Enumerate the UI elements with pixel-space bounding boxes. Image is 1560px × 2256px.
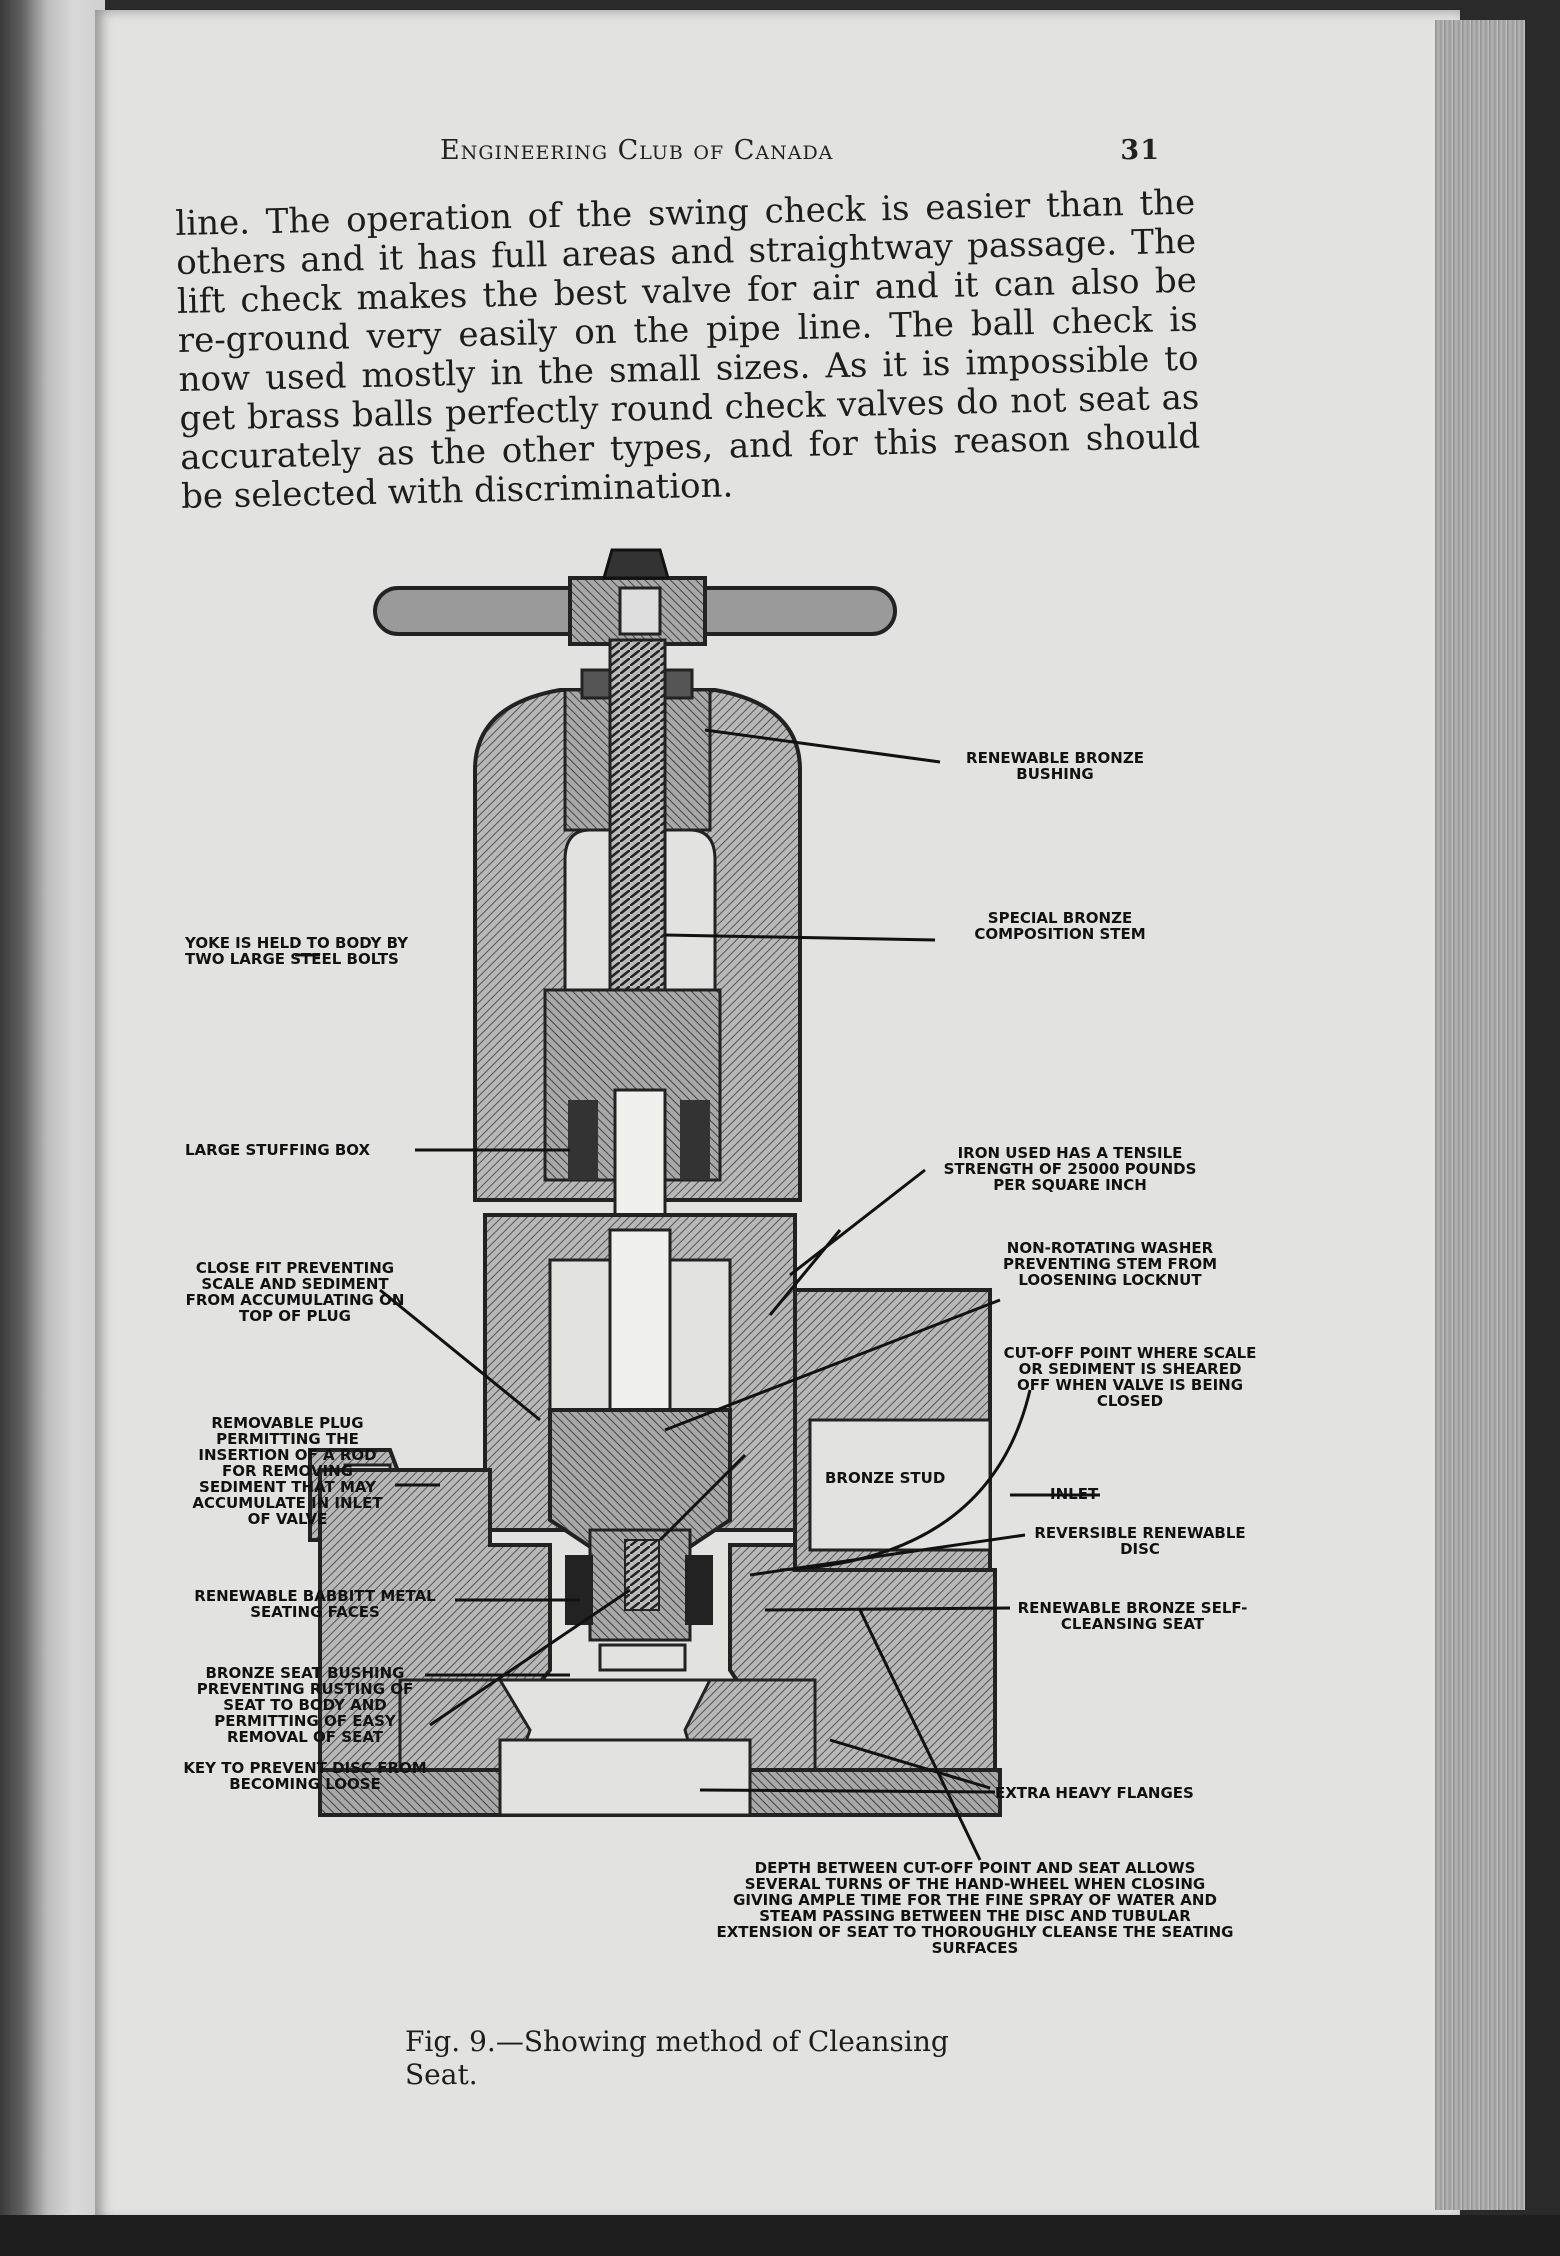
body-paragraph: line. The operation of the swing check is easier than the others and it has full areas and straightway passage. The lift check makes the best valve for air and it can also be re-ground very easily on the pipe line. The ball check is now used mostly in the small sizes. As it is impossible to get brass balls perfectly round check valves do not seat as accurately as the other types, and for this reason should be selected with discrimination. — [174, 182, 1201, 517]
book-binding-edge — [0, 0, 105, 2256]
page-number: 31 — [1120, 135, 1160, 166]
label-large-stuffing-box: LARGE STUFFING BOX — [185, 1141, 371, 1159]
label-yoke-held: YOKE IS HELD TO BODY BY TWO LARGE STEEL BOLTS — [185, 934, 409, 968]
label-special-bronze-stem: SPECIAL BRONZE COMPOSITION STEM — [974, 909, 1146, 943]
label-babbitt: RENEWABLE BABBITT METAL SEATING FACES — [194, 1587, 436, 1621]
page-stack-edge — [1435, 20, 1525, 2210]
label-iron-tensile: IRON USED HAS A TENSILE STRENGTH OF 25000 POUNDS PER SQUARE INCH — [943, 1144, 1197, 1194]
label-removable-plug: REMOVABLE PLUG PERMITTING THE INSERTION OF A ROD FOR REMOVING SEDIMENT THAT MAY ACCUMULATE IN INLET OF VALVE — [192, 1414, 383, 1528]
handwheel — [375, 550, 895, 644]
label-bronze-stud: BRONZE STUD — [825, 1469, 946, 1487]
valve-diagram — [170, 530, 1280, 2010]
label-bronze-seat-bushing: BRONZE SEAT BUSHING PREVENTING RUSTING OF SEAT TO BODY AND PERMITTING OF EASY REMOVAL OF SEAT — [196, 1664, 414, 1746]
label-renewable-bronze-bushing: RENEWABLE BRONZE BUSHING — [966, 749, 1144, 783]
label-inlet: INLET — [1050, 1485, 1099, 1503]
running-title: Engineering Club of Canada — [440, 135, 834, 166]
label-extra-heavy-flanges: EXTRA HEAVY FLANGES — [995, 1784, 1194, 1802]
label-cut-off-point: CUT-OFF POINT WHERE SCALE OR SEDIMENT IS SHEARED OFF WHEN VALVE IS BEING CLOSED — [1003, 1344, 1257, 1410]
figure-caption: Fig. 9.—Showing method of Cleansing Seat. — [405, 2025, 949, 2091]
label-depth-between: DEPTH BETWEEN CUT-OFF POINT AND SEAT ALLOWS SEVERAL TURNS OF THE HAND-WHEEL WHEN CLOSING GIVING AMPLE TIME FOR THE FINE SPRAY OF WATER AND STEAM PASSING BETWEEN THE DISC AND TUBULAR EXTENSION OF SEAT TO THOROUGHLY CLEANSE THE SEATING SURFACES — [716, 1859, 1234, 1957]
label-reversible-disc: REVERSIBLE RENEWABLE DISC — [1034, 1524, 1246, 1558]
running-header — [440, 135, 1160, 175]
label-close-fit: CLOSE FIT PREVENTING SCALE AND SEDIMENT FROM ACCUMULATING ON TOP OF PLUG — [185, 1259, 405, 1325]
label-renewable-seat: RENEWABLE BRONZE SELF-CLEANSING SEAT — [1017, 1599, 1248, 1633]
label-non-rotating-washer: NON-ROTATING WASHER PREVENTING STEM FROM LOOSENING LOCKNUT — [1002, 1239, 1217, 1289]
bottom-shadow — [0, 2215, 1560, 2256]
label-key-prevent: KEY TO PREVENT DISC FROM BECOMING LOOSE — [183, 1759, 427, 1793]
